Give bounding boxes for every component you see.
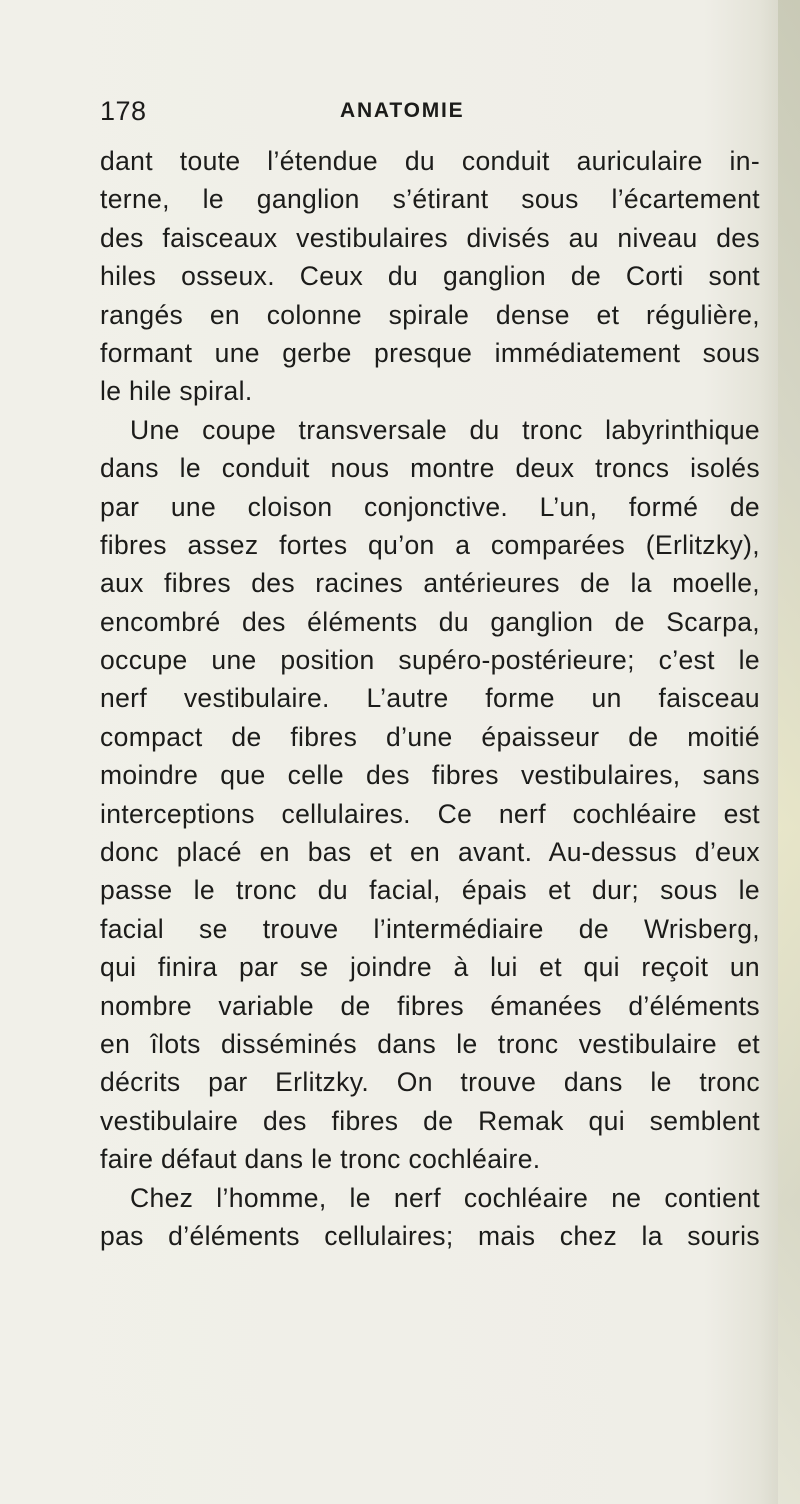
text-line: rangés en colonne spirale dense et régulière,: [100, 299, 760, 330]
text-line: dant toute l’étendue du conduit auriculaire in-: [100, 146, 760, 176]
text-line: moindre que celle des fibres vestibulaires, sans: [100, 760, 760, 791]
running-title: ANATOMIE: [340, 99, 465, 122]
text-line: vestibulaire des fibres de Remak qui semblent: [100, 1105, 760, 1136]
text-line: qui finira par se joindre à lui et qui reçoit un: [100, 952, 760, 983]
paragraph-first-line: Chez l’homme, le nerf cochléaire ne contient: [130, 1182, 760, 1213]
text-line: interceptions cellulaires. Ce nerf cochléaire est: [100, 798, 760, 829]
text-line: hiles osseux. Ceux du ganglion de Corti sont: [100, 261, 760, 292]
text-line: fibres assez fortes qu’on a comparées (Erlitzky),: [100, 529, 760, 560]
text-line: dans le conduit nous montre deux troncs isolés: [100, 453, 760, 484]
text-line: pas d’éléments cellulaires; mais chez la souris: [100, 1220, 760, 1251]
text-line: donc placé en bas et en avant. Au-dessus d’eux: [100, 837, 760, 868]
text-line: faire défaut dans le tronc cochléaire.: [100, 1144, 541, 1175]
text-line: nerf vestibulaire. L’autre forme un faisceau: [100, 683, 760, 714]
text-line: des faisceaux vestibulaires divisés au niveau des: [100, 222, 760, 253]
text-line: facial se trouve l’intermédiaire de Wrisberg,: [100, 913, 760, 944]
text-line: aux fibres des racines antérieures de la moelle,: [100, 568, 760, 599]
text-line: passe le tronc du facial, épais et dur; sous le: [100, 875, 760, 906]
text-line: en îlots disséminés dans le tronc vestibulaire et: [100, 1028, 760, 1059]
body-text: [100, 142, 760, 1255]
paragraph-first-line: Une coupe transversale du tronc labyrinthique: [130, 414, 760, 445]
text-line: décrits par Erlitzky. On trouve dans le tronc: [100, 1067, 760, 1098]
text-line: occupe une position supéro-postérieure; c’est le: [100, 645, 760, 676]
page-number: 178: [100, 96, 147, 126]
text-line: compact de fibres d’une épaisseur de moitié: [100, 721, 760, 752]
text-line: terne, le ganglion s’étirant sous l’écartement: [100, 184, 760, 215]
text-line: le hile spiral.: [100, 376, 253, 407]
text-line: formant une gerbe presque immédiatement sous: [100, 337, 760, 368]
page-header: [100, 96, 740, 136]
page-edge-shadow: [778, 0, 800, 1504]
text-line: encombré des éléments du ganglion de Scarpa,: [100, 606, 760, 637]
text-line: par une cloison conjonctive. L’un, formé de: [100, 491, 760, 522]
text-line: nombre variable de fibres émanées d’éléments: [100, 990, 760, 1021]
